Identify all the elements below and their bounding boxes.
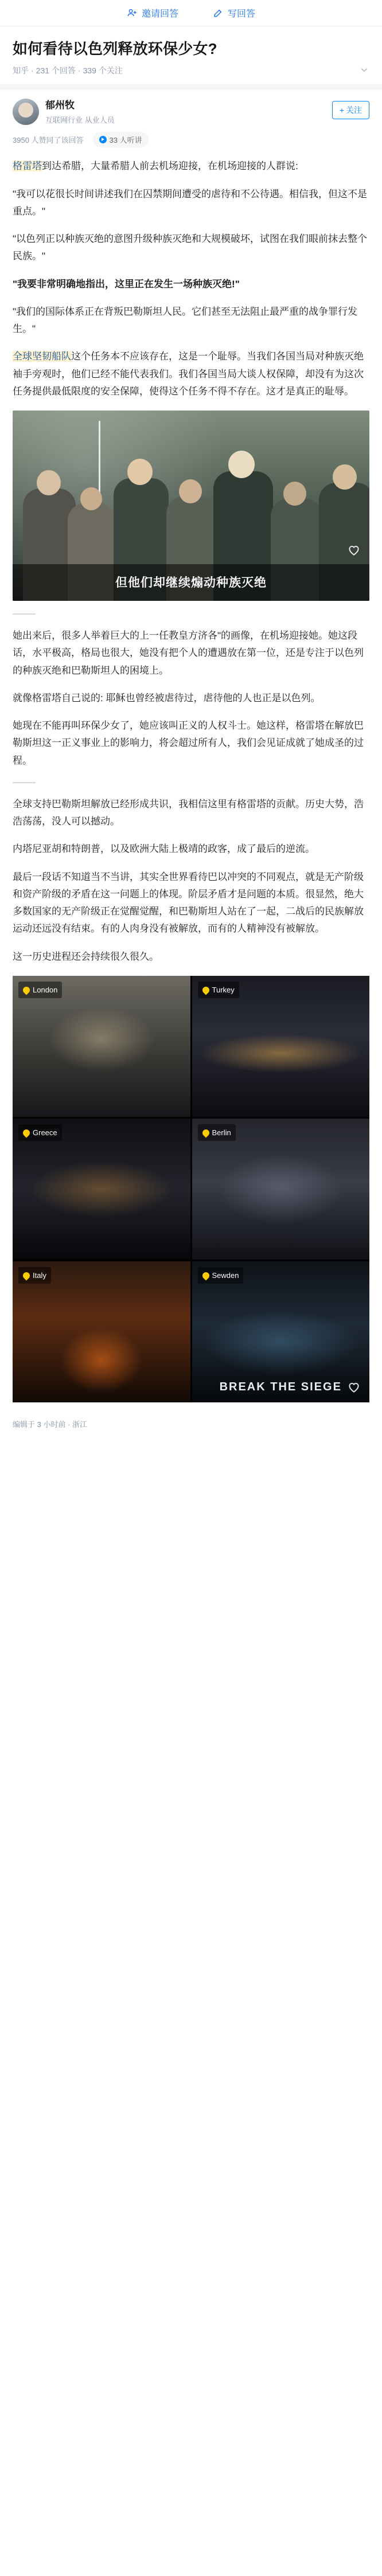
answer-count[interactable]: 231 个回答 <box>36 66 76 76</box>
location-tag <box>18 982 62 998</box>
author-row <box>0 89 382 130</box>
invite-icon <box>127 7 138 18</box>
play-icon <box>99 136 107 143</box>
crowd-head <box>80 487 102 510</box>
author-description: 互联网行业 从业人员 <box>45 116 115 125</box>
paragraph: 这一历史进程还会持续很久很久。 <box>13 951 159 962</box>
paragraph: "我可以花很长时间讲述我们在囚禁期间遭受的虐待和不公待遇。相信我，但这不是重点。" <box>13 188 368 217</box>
paragraph: 她出来后，很多人举着巨大的上一任教皇方济各"的画像，在机场迎接她。她这段话，水平极高，格局也很大，她没有把个人的遭遇放在第一位，还是专注于以色列的种族灭绝和巴勒斯坦人的困境上。 <box>13 630 364 676</box>
location-tag <box>198 1267 244 1284</box>
paragraph: 内塔尼亚胡和特朗普，以及欧洲大陆上极靖的政客，成了最后的逆流。 <box>13 843 315 855</box>
paragraph: 就像格雷塔自己说的: 耶稣也曾经被虐待过，虐待他的人也正是以色列。 <box>13 692 321 703</box>
location-label: Italy <box>33 1271 46 1280</box>
avatar[interactable] <box>13 99 39 125</box>
paragraph-divider <box>13 613 36 615</box>
top-action-bar <box>0 0 382 26</box>
protest-video-grid[interactable] <box>13 976 369 1402</box>
pencil-icon <box>213 7 224 18</box>
crowd-head <box>179 479 202 503</box>
follow-label: 关注 <box>346 105 362 115</box>
crowd-head <box>37 470 61 495</box>
location-pin-icon <box>22 985 32 995</box>
paragraph-divider <box>13 782 36 783</box>
write-answer-label: 写回答 <box>228 9 256 19</box>
location-tag <box>18 1124 62 1141</box>
inline-highlight-greta[interactable]: 格雷塔 <box>13 161 42 172</box>
crowd-head <box>333 464 357 490</box>
crowd-head <box>283 482 306 506</box>
paragraph <box>13 158 369 175</box>
location-pin-icon <box>201 1271 211 1280</box>
video-cell[interactable] <box>13 1119 190 1260</box>
invite-answer-button[interactable] <box>127 6 178 19</box>
author-info <box>45 99 332 125</box>
grid-caption: BREAK THE SIEGE <box>219 1381 342 1394</box>
paragraph: "以色列正以种族灭绝的意图升级种族灭绝和大规模破坏，试图在我们眼前抹去整个民族。" <box>13 233 368 262</box>
location-pin-icon <box>201 1128 211 1137</box>
paragraph: "我们的国际体系正在背叛巴勒斯坦人民。它们甚至无法阻止最严重的战争罪行发生。" <box>13 306 358 335</box>
location-pin-icon <box>201 985 211 995</box>
chevron-down-icon[interactable] <box>359 65 369 78</box>
location-tag <box>18 1267 51 1284</box>
heart-icon[interactable] <box>346 542 361 557</box>
plus-icon: + <box>339 105 344 115</box>
video-cell[interactable] <box>192 976 370 1117</box>
question-title: 如何看待以色列释放环保少女? <box>13 40 217 57</box>
paragraph: 全球支持巴勒斯坦解放已经形成共识，我相信这里有格雷塔的贡献。历史大势，浩浩荡荡，没人可以撼动。 <box>13 798 364 827</box>
answer-body <box>0 155 382 1402</box>
listen-label: 33 人听讲 <box>109 136 142 145</box>
paragraph <box>13 348 369 400</box>
location-tag <box>198 982 239 998</box>
location-pin-icon <box>22 1128 32 1137</box>
location-label: Sewden <box>212 1271 239 1280</box>
paragraph-text: 这个任务本不应该存在，这是一个耻辱。当我们各国当局对种族灭绝袖手旁观时，他们已经不能代表我们。我们各国当局大谈人权保障，却没有为这次任务提供最低限度的安全保障，使得这个任务不得不存在。这才是真正的耻辱。 <box>13 351 364 397</box>
location-label: Greece <box>33 1128 57 1137</box>
section-divider <box>0 84 382 89</box>
location-pin-icon <box>22 1271 32 1280</box>
video-cell[interactable] <box>13 1261 190 1402</box>
crowd-head <box>127 459 153 485</box>
crowd-photo[interactable] <box>13 411 369 601</box>
question-meta: 知乎 · 231 个回答 · 339 个关注 <box>0 65 382 84</box>
edit-timestamp: 编辑于 3 小时前 · 浙江 <box>13 1420 88 1429</box>
video-cell[interactable] <box>13 976 190 1117</box>
write-answer-button[interactable] <box>213 6 255 19</box>
crowd-head <box>228 451 255 478</box>
video-cell[interactable] <box>192 1119 370 1260</box>
inline-highlight-flotilla[interactable]: 全球坚韧船队 <box>13 351 71 362</box>
author-name[interactable]: 郁州牧 <box>45 100 75 111</box>
location-label: London <box>33 985 58 994</box>
invite-answer-label: 邀请回答 <box>141 9 178 19</box>
follow-button[interactable] <box>332 101 369 119</box>
photo-caption: 但他们却继续煽动种族灭绝 <box>13 564 369 601</box>
heart-icon[interactable] <box>346 1379 361 1394</box>
source-label: 知乎 <box>13 66 29 76</box>
paragraph: "我要非常明确地指出，这里正在发生一场种族灭绝!" <box>13 278 240 290</box>
listen-button[interactable] <box>93 132 149 147</box>
follower-count[interactable]: 339 个关注 <box>83 66 123 76</box>
location-label: Berlin <box>212 1128 231 1137</box>
paragraph: 她现在不能再叫环保少女了，她应该叫正义的人权斗士。她这样，格雷塔在解放巴勒斯坦这一正义事业上的影响力，将会超过所有人，我们会见证成就了她成圣的过程。 <box>13 720 364 766</box>
location-label: Turkey <box>212 985 235 994</box>
paragraph-text: 到达希腊，大量希腊人前去机场迎接，在机场迎接的人群说: <box>42 161 298 172</box>
video-cell[interactable] <box>192 1261 370 1402</box>
answer-stats <box>0 130 382 155</box>
upvote-count: 3950 人赞同了该回答 <box>13 136 84 145</box>
paragraph: 最后一段话不知道当不当讲，其实全世界看待巴以冲突的不同观点，就是无产阶级和资产阶级的矛盾在这一问题上的体现。阶层矛盾才是问题的本质。很显然，绝大多数国家的无产阶级正在觉醒觉醒，和巴勒斯坦人站在了一起，二战后的民族解放运动还远没有结束。有的人肉身没有被解放，而有的人精神没有被解放。 <box>13 871 364 935</box>
location-tag <box>198 1124 236 1141</box>
